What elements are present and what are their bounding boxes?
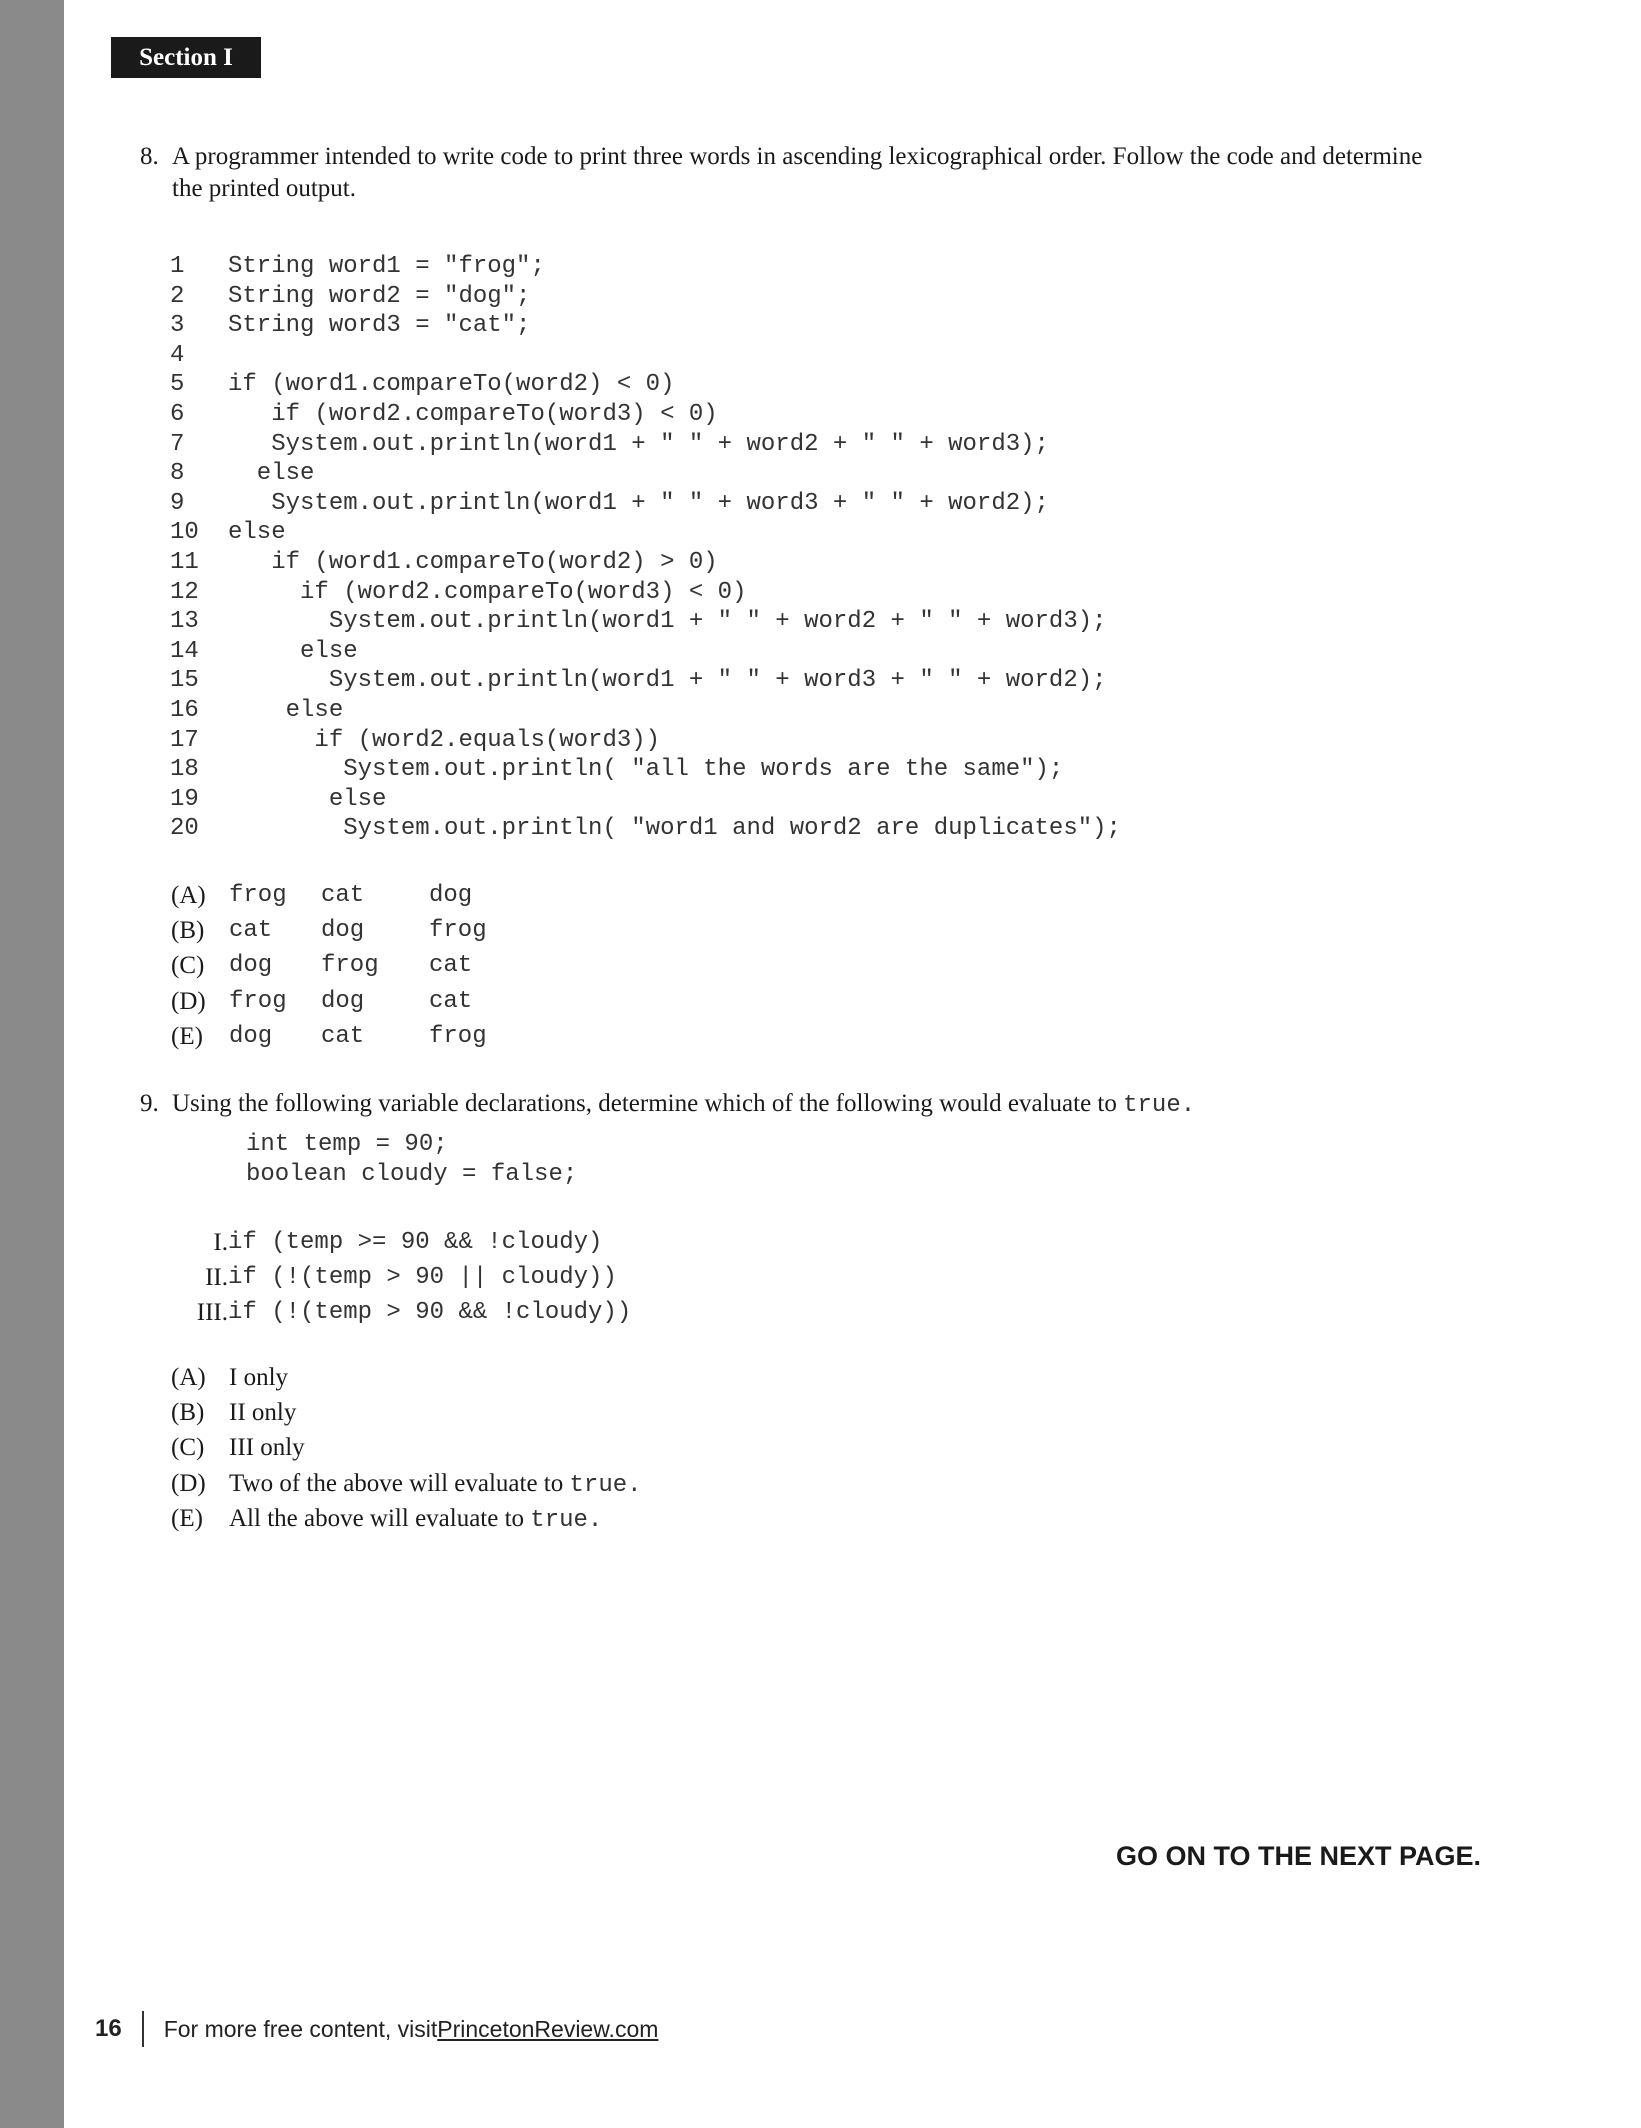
code-line-number: 12 xyxy=(170,578,199,606)
code-line xyxy=(170,814,1121,844)
choice-text: I only xyxy=(229,1364,289,1391)
section-tab-label: Section I xyxy=(139,43,233,71)
footer-text: For more free content, visit xyxy=(163,2015,438,2042)
code-line-number: 11 xyxy=(170,548,199,576)
q8-text-line2: the printed output. xyxy=(172,175,356,202)
code-line xyxy=(170,311,1121,341)
code-line-number: 19 xyxy=(170,785,199,813)
choice-code: true. xyxy=(569,1471,642,1499)
choice-label: (C) xyxy=(171,952,205,980)
choice-word-1: frog xyxy=(229,987,287,1015)
code-line-number: 7 xyxy=(170,430,185,458)
code-line-number: 5 xyxy=(170,371,185,399)
choice-label: (E) xyxy=(171,1504,203,1532)
code-line-text: if (word2.compareTo(word3) < 0) xyxy=(228,578,747,606)
code-line xyxy=(170,548,1121,578)
q9-number: 9. xyxy=(140,1090,159,1117)
q9-decl-cloudy: boolean cloudy = false; xyxy=(246,1161,578,1188)
q9-declarations xyxy=(246,1130,577,1190)
code-line-text: if (word1.compareTo(word2) > 0) xyxy=(228,548,718,576)
code-line xyxy=(170,400,1121,430)
code-line-text: else xyxy=(228,637,358,665)
q9-text-code: true. xyxy=(1123,1092,1196,1119)
code-line xyxy=(170,518,1121,548)
q8-code-block xyxy=(170,252,1121,844)
choice-text-wrap xyxy=(229,1360,288,1397)
statement-expression: if (temp >= 90 && !cloudy) xyxy=(228,1229,603,1256)
choice-word-3: frog xyxy=(429,917,487,945)
code-line xyxy=(170,341,1121,371)
q8-text-line1: A programmer intended to write code to print three words in ascending lexicographical order. Follow the code and determine xyxy=(172,143,1423,170)
code-line-text: if (word2.equals(word3)) xyxy=(228,726,661,754)
code-line-number: 20 xyxy=(170,815,199,843)
code-line-number: 10 xyxy=(170,519,199,547)
section-tab xyxy=(111,37,261,78)
code-line-text: if (word1.compareTo(word2) < 0) xyxy=(228,371,675,399)
choice-word-1: dog xyxy=(229,1022,273,1050)
code-line xyxy=(170,459,1121,489)
choice-word-1: frog xyxy=(229,882,287,909)
choice-text-wrap xyxy=(229,1430,305,1467)
code-line-text: System.out.println(word1 + " " + word3 + " " + word2); xyxy=(228,489,1049,517)
code-line xyxy=(170,370,1121,400)
code-line xyxy=(170,726,1121,756)
code-line-text: String word1 = "frog"; xyxy=(228,253,545,280)
q9-text-main: Using the following variable declarations, determine which of the following would evaluate to xyxy=(172,1090,1124,1117)
statement-numeral: I. xyxy=(213,1229,228,1256)
code-line-text: String word2 = "dog"; xyxy=(228,282,531,310)
code-line-number: 1 xyxy=(170,253,185,280)
code-line-text: System.out.println(word1 + " " + word2 + " " + word3); xyxy=(228,608,1107,636)
left-margin-bar xyxy=(0,0,64,2128)
statement-numeral: II. xyxy=(205,1264,228,1292)
choice-text: III only xyxy=(229,1434,305,1462)
code-line-number: 4 xyxy=(170,341,185,369)
code-line-number: 14 xyxy=(170,637,199,665)
code-line-number: 6 xyxy=(170,400,185,428)
choice-label: (A) xyxy=(171,882,206,909)
page-number: 16 xyxy=(95,2015,122,2042)
code-line-text: else xyxy=(228,519,286,547)
code-line xyxy=(170,607,1121,637)
choice-word-1: cat xyxy=(229,917,273,945)
code-line xyxy=(170,489,1121,519)
code-line-number: 18 xyxy=(170,756,199,784)
choice-text-wrap xyxy=(229,1466,642,1503)
choice-word-2: cat xyxy=(321,1022,365,1050)
choice-word-2: frog xyxy=(321,952,379,980)
code-line-number: 2 xyxy=(170,282,185,310)
code-line-number: 13 xyxy=(170,608,199,636)
q8-number: 8. xyxy=(140,143,159,170)
code-line-text: if (word2.compareTo(word3) < 0) xyxy=(228,400,718,428)
choice-word-1: dog xyxy=(229,952,273,980)
code-line xyxy=(170,666,1121,696)
code-line xyxy=(170,785,1121,815)
code-line-text: System.out.println(word1 + " " + word2 + " " + word3); xyxy=(228,430,1049,458)
code-line xyxy=(170,578,1121,608)
statement-numeral: III. xyxy=(196,1299,228,1327)
choice-label: (E) xyxy=(171,1022,203,1050)
choice-text: Two of the above will evaluate to xyxy=(229,1469,570,1497)
code-line-number: 17 xyxy=(170,726,199,754)
choice-word-3: cat xyxy=(429,952,473,980)
code-line xyxy=(170,252,1121,282)
footer xyxy=(95,2009,658,2049)
q9-decl-temp: int temp = 90; xyxy=(246,1131,448,1158)
code-line-number: 15 xyxy=(170,667,199,695)
code-line-number: 8 xyxy=(170,460,185,488)
code-line-text: String word3 = "cat"; xyxy=(228,312,531,340)
choice-code: true. xyxy=(530,1506,603,1534)
code-line-text: System.out.println( "word1 and word2 are duplicates"); xyxy=(228,815,1121,843)
choice-word-3: frog xyxy=(429,1022,487,1050)
choice-label: (D) xyxy=(171,1469,206,1497)
statement-expression: if (!(temp > 90 && !cloudy)) xyxy=(228,1299,632,1327)
choice-label: (B) xyxy=(171,1399,205,1427)
choice-word-3: dog xyxy=(429,882,473,909)
code-line-number: 16 xyxy=(170,696,199,724)
choice-text: All the above will evaluate to xyxy=(229,1504,531,1532)
footer-link[interactable]: PrincetonReview.com xyxy=(437,2015,659,2042)
footer-divider xyxy=(142,2011,144,2047)
choice-word-3: cat xyxy=(429,987,473,1015)
choice-word-2: dog xyxy=(321,917,365,945)
choice-label: (B) xyxy=(171,917,205,945)
code-line-text: System.out.println( "all the words are the same"); xyxy=(228,756,1064,784)
code-line xyxy=(170,282,1121,312)
choice-label: (A) xyxy=(171,1364,206,1391)
go-on-next-page: GO ON TO THE NEXT PAGE. xyxy=(1115,1841,1481,1871)
choice-word-2: cat xyxy=(321,882,365,909)
code-line-text: System.out.println(word1 + " " + word3 + " " + word2); xyxy=(228,667,1107,695)
code-line-number: 9 xyxy=(170,489,185,517)
choice-word-2: dog xyxy=(321,987,365,1015)
code-line xyxy=(170,696,1121,726)
code-line-text: else xyxy=(228,460,315,488)
choice-text: II only xyxy=(229,1399,297,1427)
code-line-number: 3 xyxy=(170,312,185,340)
code-line-text: else xyxy=(228,696,344,724)
code-line-text: else xyxy=(228,785,387,813)
statement-expression: if (!(temp > 90 || cloudy)) xyxy=(228,1264,617,1292)
choice-label: (C) xyxy=(171,1434,205,1462)
choice-text-wrap xyxy=(229,1395,296,1432)
choice-label: (D) xyxy=(171,987,206,1015)
code-line xyxy=(170,755,1121,785)
choice-text-wrap xyxy=(229,1501,602,1538)
q9-text xyxy=(172,1088,1195,1122)
code-line xyxy=(170,430,1121,460)
code-line xyxy=(170,637,1121,667)
